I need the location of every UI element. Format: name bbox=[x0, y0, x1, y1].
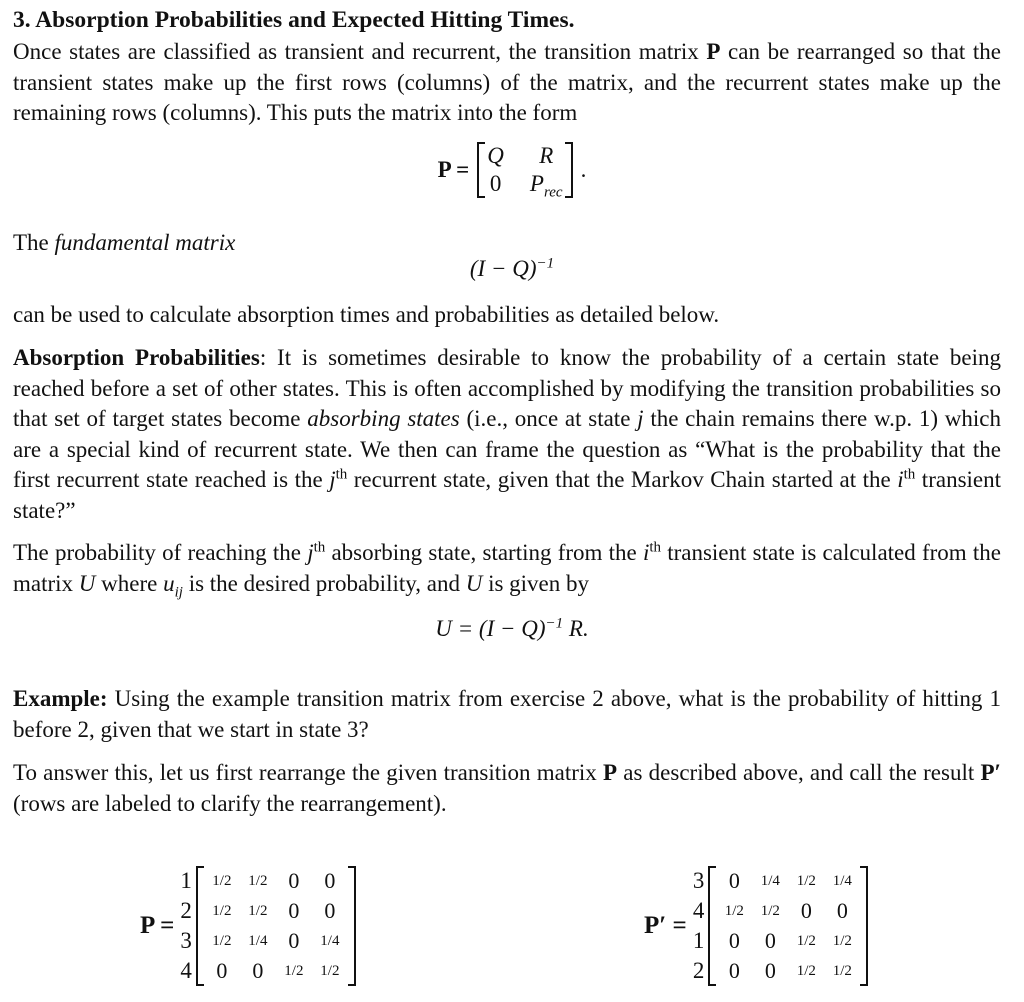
matrix-cell-fraction: 1/2 bbox=[796, 932, 816, 949]
matrix-cell: 0 bbox=[288, 868, 300, 893]
text: transient state?” bbox=[13, 467, 1002, 523]
matrix-cell-fraction: 1/2 bbox=[796, 872, 816, 889]
math-U: U bbox=[465, 570, 483, 596]
matrix-cell-fraction: 1/2 bbox=[796, 962, 816, 979]
text: Once states are classified as transient and recurrent, the transition matrix bbox=[13, 39, 707, 64]
row-labels bbox=[693, 866, 705, 986]
matrix-cell: 0 bbox=[800, 898, 812, 923]
matrix-cell: 0 bbox=[836, 898, 848, 923]
matrix-cell-fraction: 1/4 bbox=[248, 932, 268, 949]
period: . bbox=[580, 157, 587, 182]
matrix-cell-fraction: 1/2 bbox=[724, 902, 744, 919]
matrix-cell: 0 bbox=[324, 868, 336, 893]
row-labels bbox=[180, 866, 192, 986]
math-i: i bbox=[642, 540, 650, 565]
matrix-cell-fraction: 1/4 bbox=[320, 932, 340, 949]
text: the chain remains there w.p. 1) which are a special kind of recurrent state. We then can frame the question as “What is the probability that the first recurrent state reached is the bbox=[13, 406, 1001, 492]
text: absorbing state, starting from the bbox=[325, 540, 643, 565]
matrix-cell-fraction: 1/2 bbox=[832, 962, 852, 979]
matrix-cell-fraction: 1/2 bbox=[248, 872, 268, 889]
text: U = (I − Q) bbox=[435, 616, 546, 641]
U-formula bbox=[0, 616, 1024, 642]
text: is given by bbox=[482, 570, 590, 596]
math-P: P bbox=[706, 39, 721, 64]
matrix-label: P′ = bbox=[644, 912, 687, 939]
text: (i.e., once at state bbox=[459, 406, 638, 431]
row-label: 4 bbox=[180, 958, 192, 983]
matrix-cell: 0 bbox=[764, 928, 776, 953]
matrix-cell: 0 bbox=[728, 958, 740, 983]
matrix-cell-fraction: 1/2 bbox=[284, 962, 304, 979]
math-u: u bbox=[163, 570, 175, 596]
row-label: 4 bbox=[692, 898, 705, 923]
section-title: 3. Absorption Probabilities and Expected Hitting Times. bbox=[13, 7, 575, 33]
matrix-lhs: P = bbox=[437, 157, 470, 182]
text: To answer this, let us first rearrange the given transition matrix bbox=[13, 760, 603, 785]
math-j: j bbox=[307, 540, 314, 565]
emphasis: absorbing states bbox=[307, 406, 460, 431]
row-label: 1 bbox=[180, 868, 192, 893]
math-P: P bbox=[603, 760, 618, 785]
text: : It is sometimes desirable to know the probability of a certain state being reached before a set of other states. This is often accomplished by modifying the transition probabilities so that set of target states become bbox=[13, 345, 1001, 431]
emphasis: fundamental matrix bbox=[54, 230, 236, 255]
fundamental-text bbox=[13, 228, 1001, 259]
text: transient state is calculated from the matrix bbox=[13, 540, 1001, 596]
heading: Example: bbox=[13, 686, 108, 711]
intro-paragraph bbox=[13, 37, 1001, 129]
block-Q: Q bbox=[487, 143, 504, 168]
row-label: 3 bbox=[180, 928, 192, 953]
fundamental-formula bbox=[0, 256, 1024, 282]
row-label: 3 bbox=[692, 868, 705, 893]
answer-paragraph bbox=[13, 758, 1001, 819]
matrix-cell-fraction: 1/2 bbox=[212, 932, 232, 949]
matrix-label: P = bbox=[140, 912, 175, 939]
block-R: R bbox=[539, 143, 554, 168]
matrix-cell-fraction: 1/2 bbox=[212, 872, 232, 889]
text: Using the example transition matrix from exercise 2 above, what is the probability of hitting 1 before 2, given that we start in state 3? bbox=[13, 686, 1001, 742]
math-j: j bbox=[637, 406, 644, 431]
matrix-cell: 0 bbox=[728, 928, 740, 953]
matrix-cell-fraction: 1/4 bbox=[832, 872, 852, 889]
matrix-cell-fraction: 1/2 bbox=[320, 962, 340, 979]
text: recurrent state, given that the Markov Chain started at the bbox=[347, 467, 898, 492]
superscript: th bbox=[903, 466, 916, 483]
matrix-P bbox=[140, 866, 356, 986]
block-Prec bbox=[529, 170, 563, 201]
matrix-grid bbox=[196, 866, 356, 986]
block-zero: 0 bbox=[489, 171, 502, 196]
text: can be rearranged so that the transient states make up the first rows (columns) of the matrix, and the recurrent states make up the remaining rows (columns). This puts the matrix into the form bbox=[13, 39, 1001, 125]
matrix-cell-fraction: 1/2 bbox=[212, 902, 232, 919]
matrix-cell: 0 bbox=[288, 898, 300, 923]
row-label: 1 bbox=[692, 928, 705, 953]
matrix-cell-fraction: 1/4 bbox=[760, 872, 780, 889]
example-paragraph bbox=[13, 684, 1001, 745]
text: (I − Q) bbox=[469, 256, 537, 281]
text: R. bbox=[563, 616, 589, 641]
text: (rows are labeled to clarify the rearrangement). bbox=[13, 790, 447, 816]
block-matrix-equation bbox=[0, 142, 1024, 201]
text: The probability of reaching the bbox=[13, 540, 308, 565]
matrix-cell: 0 bbox=[252, 958, 264, 983]
text: as described above, and call the result bbox=[617, 760, 981, 785]
row-label: 2 bbox=[180, 898, 192, 923]
heading: Absorption Probabilities bbox=[13, 345, 260, 370]
subscript: rec bbox=[543, 184, 563, 201]
math-U: U bbox=[78, 570, 96, 596]
matrix-cell-fraction: 1/2 bbox=[760, 902, 780, 919]
matrix-cell-fraction: 1/2 bbox=[248, 902, 268, 919]
row-label: 2 bbox=[692, 958, 705, 983]
subscript: ij bbox=[174, 584, 183, 601]
text: is the desired probability, and bbox=[182, 570, 466, 596]
exponent: −1 bbox=[545, 615, 564, 632]
matrix-P-prime bbox=[644, 866, 868, 986]
superscript: th bbox=[313, 539, 326, 556]
exponent: −1 bbox=[536, 255, 555, 272]
absorption-paragraph bbox=[13, 343, 1001, 526]
text: The bbox=[13, 230, 55, 255]
matrix-cell: 0 bbox=[324, 898, 336, 923]
matrix-cell-fraction: 1/2 bbox=[832, 932, 852, 949]
after-fundamental-text: can be used to calculate absorption times and probabilities as detailed below. bbox=[13, 302, 720, 327]
superscript: th bbox=[335, 466, 348, 483]
math-P-prime: P′ bbox=[980, 760, 1001, 785]
math-i: i bbox=[897, 467, 904, 492]
text: P bbox=[529, 171, 544, 196]
superscript: th bbox=[649, 539, 661, 556]
matrix-cell: 0 bbox=[764, 958, 776, 983]
matrix-cell: 0 bbox=[288, 928, 300, 953]
math-j: j bbox=[329, 467, 336, 492]
matrix-cell: 0 bbox=[728, 868, 740, 893]
block-matrix bbox=[477, 142, 572, 201]
probability-paragraph bbox=[13, 538, 1001, 599]
matrix-grid bbox=[708, 866, 868, 986]
text: where bbox=[95, 570, 164, 596]
matrix-cell: 0 bbox=[216, 958, 228, 983]
